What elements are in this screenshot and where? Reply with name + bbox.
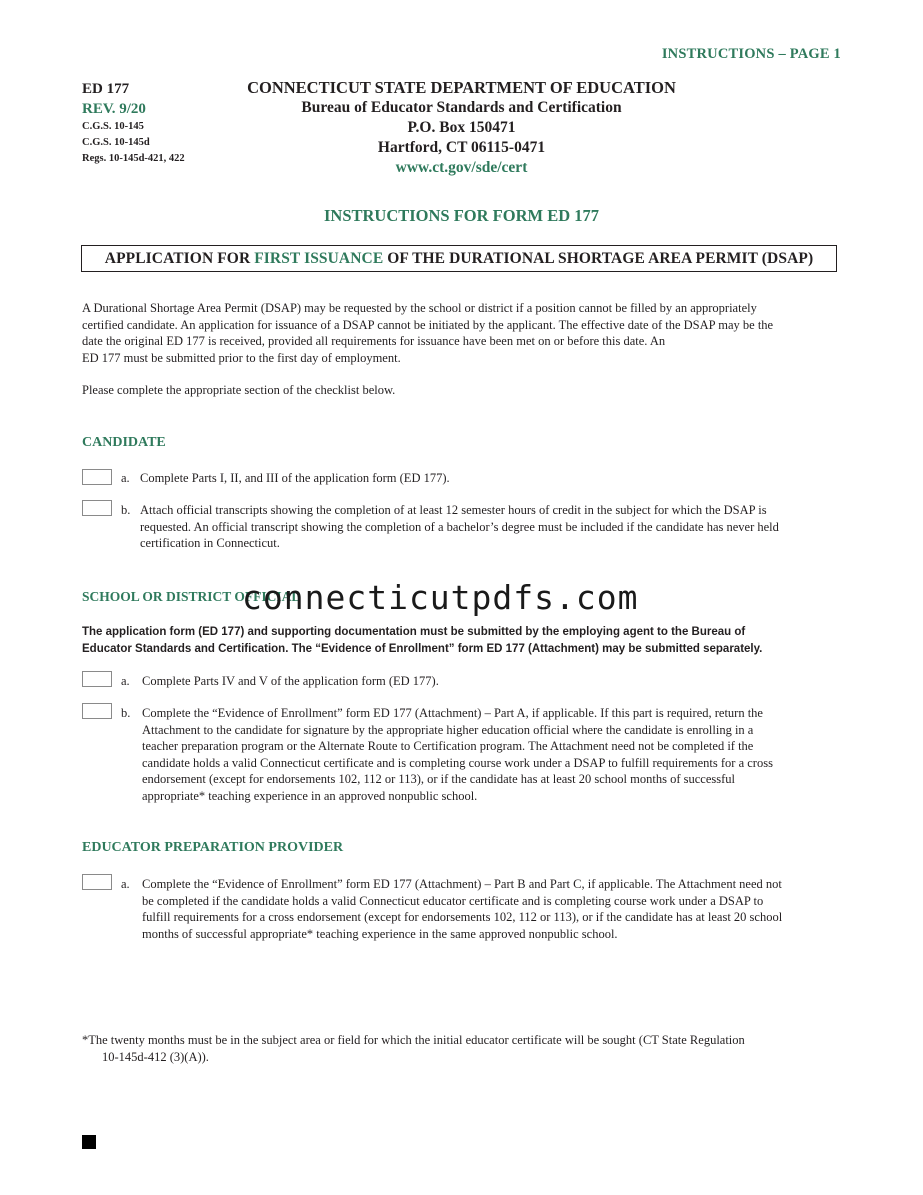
form-number: ED 177	[82, 81, 130, 97]
city-address: Hartford, CT 06115-0471	[377, 139, 546, 156]
candidate-heading: CANDIDATE	[82, 435, 166, 450]
revision: REV. 9/20	[82, 101, 146, 117]
intro-line: A Durational Shortage Area Permit (DSAP) may be requested by the school or district if a position cannot be filled by an appropriately	[82, 301, 757, 315]
website-link[interactable]: www.ct.gov/sde/cert	[395, 159, 528, 176]
intro-line: date the original ED 177 is received, provided all requirements for issuance have been met on or before this date. An	[82, 334, 666, 348]
watermark: connecticutpdfs.com	[242, 578, 639, 617]
department-header	[200, 78, 723, 178]
provider-heading: EDUCATOR PREPARATION PROVIDER	[82, 840, 344, 855]
school-note: The application form (ED 177) and supporting documentation must be submitted by the employing agent to the Bureau of Educator Standards and Certification. The “Evidence of Enrollment” form ED 177 (Attachment) may be submitted separately.	[82, 626, 763, 655]
footnote: *The twenty months must be in the subject area or field for which the initial educator certificate will be sought (CT State Regulation 10-145d-412 (3)(A)).	[82, 1033, 745, 1064]
bureau-name: Bureau of Educator Standards and Certification	[301, 99, 622, 116]
statute-1: C.G.S. 10-145	[82, 121, 144, 132]
instructions-title: INSTRUCTIONS FOR FORM ED 177	[323, 206, 600, 225]
intro-line: ED 177 must be submitted prior to the first day of employment.	[82, 350, 401, 365]
po-box: P.O. Box 150471	[407, 119, 516, 136]
page-label: INSTRUCTIONS – PAGE 1	[661, 46, 841, 62]
regulations: Regs. 10-145d-421, 422	[82, 153, 185, 164]
application-title-suffix: OF THE DURATIONAL SHORTAGE AREA PERMIT (DSAP)	[383, 250, 814, 267]
intro-line: certified candidate. An application for issuance of a DSAP cannot be initiated by the applicant. The effective date of the DSAP may be the	[82, 317, 774, 332]
form-metadata	[82, 79, 185, 167]
checklist-note: Please complete the appropriate section of the checklist below.	[82, 383, 396, 397]
department-name: CONNECTICUT STATE DEPARTMENT OF EDUCATION	[247, 78, 676, 97]
application-title-box	[81, 245, 837, 272]
school-b-checkbox[interactable]	[82, 703, 112, 719]
school-heading: SCHOOL OR DISTRICT OFFICIAL	[82, 589, 301, 604]
school-a-checkbox[interactable]	[82, 671, 112, 687]
corner-marker	[82, 1135, 96, 1149]
intro-paragraph	[82, 300, 842, 366]
statute-2: C.G.S. 10-145d	[82, 137, 150, 148]
candidate-a-checkbox[interactable]	[82, 469, 112, 485]
application-title-prefix: APPLICATION FOR	[104, 250, 255, 267]
candidate-b-checkbox[interactable]	[82, 500, 112, 516]
provider-a-checkbox[interactable]	[82, 874, 112, 890]
application-title-highlight: FIRST ISSUANCE	[254, 250, 384, 267]
